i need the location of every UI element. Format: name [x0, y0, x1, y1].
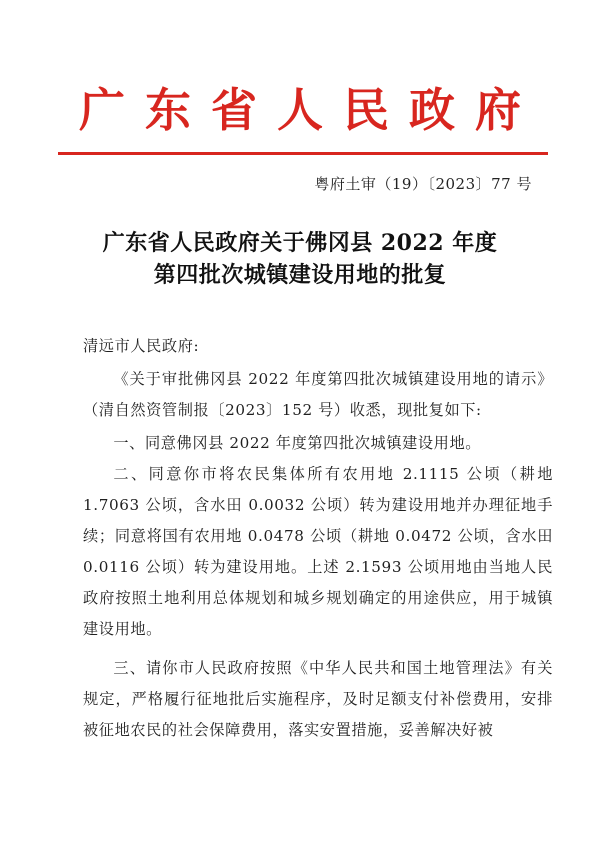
paragraph-text: 一、同意佛冈县 2022 年度第四批次城镇建设用地。: [113, 434, 482, 452]
red-divider-line: [58, 152, 548, 155]
document-number: 粤府土审（19）〔2023〕77 号: [314, 175, 532, 193]
paragraph-item-3: [83, 653, 553, 746]
letterhead-title: 广东省人民政府: [79, 83, 541, 137]
paragraph-item-2: [83, 459, 553, 645]
paragraph-text: 二、同意你市将农民集体所有农用地 2.1115 公顷（耕地 1.7063 公顷，含水田 0.0032 公顷）转为建设用地并办理征地手续；同意将国有农用地 0.0478 公顷（耕地 0.0472 公顷，含水田 0.0116 公顷）转为建设用地。上述 2.1593 公顷用地由当地人民政府按照土地利用总体规划和城乡规划确定的用途供应，用于城镇建设用地。: [83, 465, 553, 638]
paragraph-text: 三、请你市人民政府按照《中华人民共和国土地管理法》有关规定，严格履行征地批后实施程序，及时足额支付补偿费用，安排被征地农民的社会保障费用，落实安置措施，妥善解决好被: [83, 659, 553, 739]
paragraph-item-1: [83, 428, 553, 459]
addressee: 清远市人民政府:: [83, 337, 200, 355]
paragraph-text: 《关于审批佛冈县 2022 年度第四批次城镇建设用地的请示》（清自然资管制报〔2023〕152 号）收悉，现批复如下:: [83, 370, 553, 419]
document-title-line-1: 广东省人民政府关于佛冈县 2022 年度: [102, 230, 498, 256]
document-title-line-2: 第四批次城镇建设用地的批复: [153, 262, 447, 288]
paragraph-request-reference: [83, 364, 553, 426]
